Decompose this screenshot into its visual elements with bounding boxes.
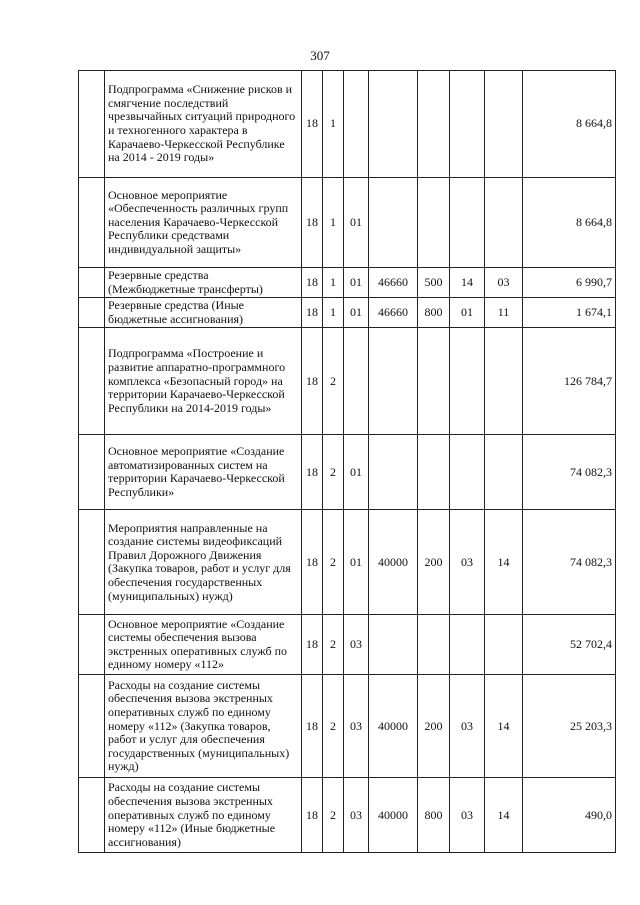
row-code-c3: 03 <box>344 675 369 778</box>
row-code-c4: 40000 <box>369 675 418 778</box>
row-code-c4 <box>369 178 418 268</box>
row-amount: 1 674,1 <box>523 298 616 328</box>
row-code-c3: 01 <box>344 268 369 298</box>
row-code-c1: 18 <box>302 435 323 510</box>
row-blank-cell <box>79 298 105 328</box>
row-code-c5 <box>418 178 450 268</box>
row-blank-cell <box>79 435 105 510</box>
row-code-c4 <box>369 435 418 510</box>
row-blank-cell <box>79 268 105 298</box>
budget-table <box>78 70 616 853</box>
row-code-c5: 200 <box>418 510 450 615</box>
row-code-c1: 18 <box>302 328 323 435</box>
row-name: Мероприятия направленные на создание системы видеофиксаций Правил Дорожного Движения (Закупка товаров, работ и услуг для обеспечения государственных (муниципальных) нужд) <box>105 510 302 615</box>
row-code-c1: 18 <box>302 675 323 778</box>
row-code-c2: 2 <box>323 778 344 853</box>
row-code-c7: 14 <box>485 510 523 615</box>
row-amount: 6 990,7 <box>523 268 616 298</box>
row-code-c5: 500 <box>418 268 450 298</box>
table-row <box>79 615 616 675</box>
row-blank-cell <box>79 675 105 778</box>
row-code-c2: 2 <box>323 615 344 675</box>
row-name: Подпрограмма «Построение и развитие аппаратно-программного комплекса «Безопасный город» на территории Карачаево-Черкесской Республики на 2014-2019 годы» <box>105 328 302 435</box>
row-code-c7 <box>485 615 523 675</box>
row-code-c2: 1 <box>323 268 344 298</box>
row-code-c2: 2 <box>323 328 344 435</box>
row-name: Основное мероприятие «Обеспеченность различных групп населения Карачаево-Черкесской Республики средствами индивидуальной защиты» <box>105 178 302 268</box>
row-code-c5: 200 <box>418 675 450 778</box>
row-code-c7 <box>485 328 523 435</box>
table-row <box>79 71 616 178</box>
row-code-c4 <box>369 615 418 675</box>
row-code-c6: 03 <box>450 510 485 615</box>
row-code-c7 <box>485 435 523 510</box>
table-row <box>79 178 616 268</box>
row-code-c5 <box>418 328 450 435</box>
row-code-c1: 18 <box>302 510 323 615</box>
table-row <box>79 778 616 853</box>
row-code-c3: 03 <box>344 615 369 675</box>
row-amount: 74 082,3 <box>523 435 616 510</box>
row-amount: 8 664,8 <box>523 178 616 268</box>
row-code-c2: 1 <box>323 71 344 178</box>
row-amount: 490,0 <box>523 778 616 853</box>
row-code-c7 <box>485 71 523 178</box>
row-code-c7: 11 <box>485 298 523 328</box>
row-code-c3: 01 <box>344 178 369 268</box>
row-code-c1: 18 <box>302 298 323 328</box>
row-code-c7 <box>485 178 523 268</box>
row-code-c6: 03 <box>450 778 485 853</box>
row-code-c1: 18 <box>302 71 323 178</box>
table-row <box>79 298 616 328</box>
row-code-c6 <box>450 435 485 510</box>
row-code-c6 <box>450 71 485 178</box>
row-blank-cell <box>79 778 105 853</box>
row-code-c6: 01 <box>450 298 485 328</box>
row-code-c6 <box>450 178 485 268</box>
row-code-c3 <box>344 328 369 435</box>
row-code-c4: 40000 <box>369 778 418 853</box>
row-code-c6: 03 <box>450 675 485 778</box>
row-code-c5 <box>418 71 450 178</box>
row-code-c2: 2 <box>323 675 344 778</box>
table-row <box>79 328 616 435</box>
row-code-c6: 14 <box>450 268 485 298</box>
row-amount: 126 784,7 <box>523 328 616 435</box>
row-code-c7: 14 <box>485 778 523 853</box>
row-blank-cell <box>79 510 105 615</box>
row-code-c3 <box>344 71 369 178</box>
table-body <box>79 71 616 853</box>
row-code-c4: 40000 <box>369 510 418 615</box>
page-number: 307 <box>310 48 330 63</box>
table-row <box>79 435 616 510</box>
row-amount: 74 082,3 <box>523 510 616 615</box>
row-code-c5 <box>418 435 450 510</box>
row-code-c5: 800 <box>418 778 450 853</box>
row-code-c4: 46660 <box>369 268 418 298</box>
row-code-c3: 01 <box>344 298 369 328</box>
row-amount: 8 664,8 <box>523 71 616 178</box>
row-code-c1: 18 <box>302 778 323 853</box>
row-blank-cell <box>79 71 105 178</box>
row-code-c4 <box>369 71 418 178</box>
row-name: Резервные средства (Иные бюджетные ассигнования) <box>105 298 302 328</box>
row-code-c2: 1 <box>323 298 344 328</box>
row-name: Подпрограмма «Снижение рисков и смягчение последствий чрезвычайных ситуаций природного и техногенного характера в Карачаево-Черкесской Республике на 2014 - 2019 годы» <box>105 71 302 178</box>
row-name: Резервные средства (Межбюджетные трансферты) <box>105 268 302 298</box>
table-row <box>79 510 616 615</box>
row-code-c1: 18 <box>302 615 323 675</box>
row-code-c3: 03 <box>344 778 369 853</box>
row-code-c1: 18 <box>302 178 323 268</box>
row-code-c2: 1 <box>323 178 344 268</box>
row-code-c2: 2 <box>323 510 344 615</box>
row-code-c4 <box>369 328 418 435</box>
row-code-c3: 01 <box>344 435 369 510</box>
row-blank-cell <box>79 328 105 435</box>
row-code-c7: 14 <box>485 675 523 778</box>
row-code-c3: 01 <box>344 510 369 615</box>
row-blank-cell <box>79 178 105 268</box>
row-code-c6 <box>450 328 485 435</box>
row-code-c1: 18 <box>302 268 323 298</box>
row-amount: 52 702,4 <box>523 615 616 675</box>
row-amount: 25 203,3 <box>523 675 616 778</box>
row-name: Расходы на создание системы обеспечения вызова экстренных оперативных служб по единому номеру «112» (Закупка товаров, работ и услуг для обеспечения государственных (муниципальных) нужд) <box>105 675 302 778</box>
table-row <box>79 675 616 778</box>
row-code-c6 <box>450 615 485 675</box>
row-name: Основное мероприятие «Создание системы обеспечения вызова экстренных оперативных служб по единому номеру «112» <box>105 615 302 675</box>
row-code-c5: 800 <box>418 298 450 328</box>
row-code-c5 <box>418 615 450 675</box>
row-blank-cell <box>79 615 105 675</box>
row-code-c4: 46660 <box>369 298 418 328</box>
row-name: Основное мероприятие «Создание автоматизированных систем на территории Карачаево-Черкесской Республики» <box>105 435 302 510</box>
table-row <box>79 268 616 298</box>
row-name: Расходы на создание системы обеспечения вызова экстренных оперативных служб по единому номеру «112» (Иные бюджетные ассигнования) <box>105 778 302 853</box>
row-code-c7: 03 <box>485 268 523 298</box>
row-code-c2: 2 <box>323 435 344 510</box>
